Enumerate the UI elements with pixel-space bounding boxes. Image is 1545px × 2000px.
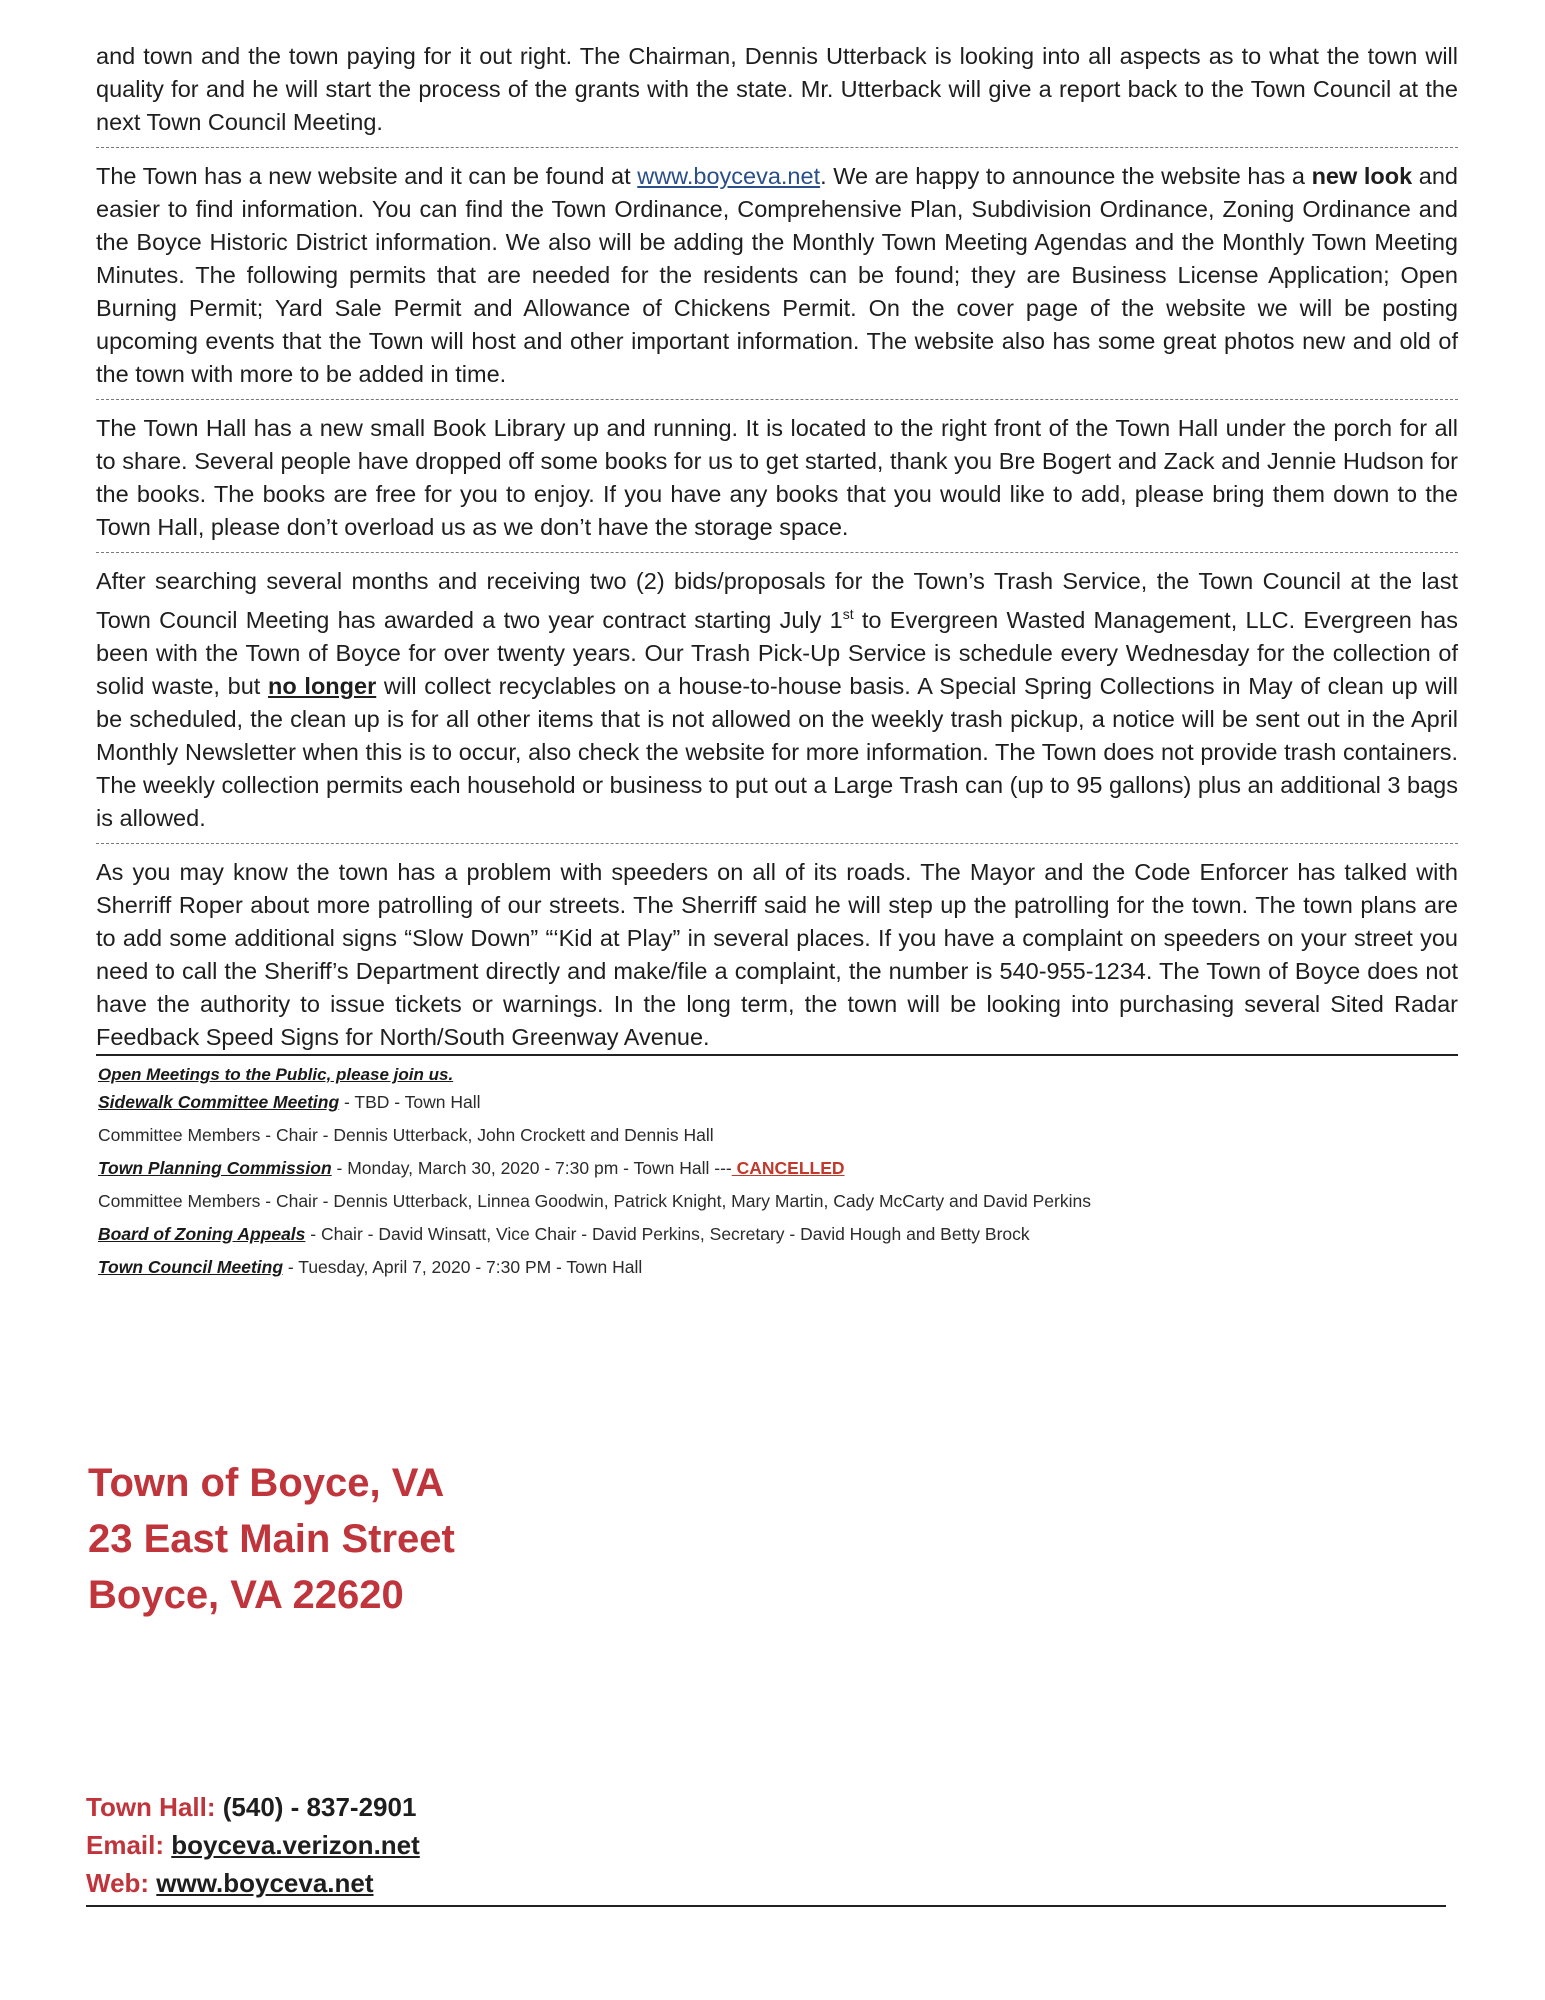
- website-paragraph: [96, 160, 1458, 391]
- website-text-c: and easier to find information. You can find the Town Ordinance, Comprehensive Plan, Subdivision Ordinance, Zoning Ordinance and the Boyce Historic District information. We also will be adding the Monthly Town Meeting Agendas and the Monthly Town Meeting Minutes. The following permits that are needed for the residents can be found; they are Business License Application; Open Burning Permit; Yard Sale Permit and Allowance of Chickens Permit. On the cover page of the website we will be posting upcoming events that the Town will host and other important information. The website also has some great photos new and old of the town with more to be added in time.: [96, 163, 1458, 387]
- council-details: - Tuesday, April 7, 2020 - 7:30 PM - Town Hall: [283, 1256, 643, 1277]
- cancelled-badge: CANCELLED: [731, 1157, 845, 1178]
- email-link[interactable]: boyceva.verizon.net: [171, 1830, 420, 1860]
- contact-block: [86, 1788, 420, 1902]
- website-text-b: . We are happy to announce the website has a: [820, 163, 1312, 189]
- phone-value: (540) - 837-2901: [222, 1792, 417, 1822]
- planning-members: Committee Members - Chair - Dennis Utterback, Linnea Goodwin, Patrick Knight, Mary Martin, Cady McCarty and David Perkins: [98, 1190, 1091, 1211]
- zoning-meeting: [98, 1218, 1458, 1251]
- meetings-list: [98, 1064, 1458, 1284]
- website-link[interactable]: www.boyceva.net: [637, 163, 821, 189]
- library-paragraph: The Town Hall has a new small Book Library up and running. It is located to the right front of the Town Hall under the porch for all to share. Several people have dropped off some books for us to get started, thank you Bre Bogert and Zack and Jennie Hudson for the books. The books are free for you to enjoy. If you have any books that you would like to add, please bring them down to the Town Hall, please don’t overload us as we don’t have the storage space.: [96, 415, 1458, 540]
- web-line: [86, 1864, 420, 1902]
- email-label: Email:: [86, 1830, 172, 1860]
- town-address: [88, 1455, 455, 1623]
- sidewalk-meeting: [98, 1086, 1458, 1119]
- ordinal-suffix: st: [842, 606, 854, 622]
- sidewalk-members: Committee Members - Chair - Dennis Utterback, John Crockett and Dennis Hall: [98, 1124, 714, 1145]
- phone-line: [86, 1788, 420, 1826]
- website-bold-text: new look: [1311, 163, 1413, 189]
- dashed-divider: [96, 843, 1458, 844]
- dashed-divider: [96, 147, 1458, 148]
- planning-meeting: [98, 1152, 1458, 1185]
- council-meeting: [98, 1251, 1458, 1284]
- section-rule: [96, 1054, 1458, 1056]
- sidewalk-details: - TBD - Town Hall: [339, 1091, 481, 1112]
- intro-paragraph: and town and the town paying for it out right. The Chairman, Dennis Utterback is looking into all aspects as to what the town will quality for and he will start the process of the grants with the state. Mr. Utterback will give a report back to the Town Council at the next Town Council Meeting.: [96, 43, 1458, 135]
- email-line: [86, 1826, 420, 1864]
- sidewalk-label: Sidewalk Committee Meeting: [98, 1091, 340, 1112]
- trash-bold-text: no longer: [268, 672, 377, 699]
- newsletter-page: [96, 40, 1458, 1284]
- zoning-details: - Chair - David Winsatt, Vice Chair - David Perkins, Secretary - David Hough and Betty Brock: [305, 1223, 1030, 1244]
- trash-text-b: to Evergreen Wasted Management, LLC. Evergreen has been with the Town of Boyce for over twenty years. Our Trash Pick-Up Service is schedule every Wednesday for the collection of solid waste, but: [96, 606, 1458, 699]
- council-label: Town Council Meeting: [98, 1256, 284, 1277]
- web-link[interactable]: www.boyceva.net: [156, 1868, 374, 1898]
- phone-label: Town Hall:: [86, 1792, 223, 1822]
- speeders-paragraph: As you may know the town has a problem with speeders on all of its roads. The Mayor and the Code Enforcer has talked with Sherriff Roper about more patrolling of our streets. The Sherriff said he will step up the patrolling for the town. The town plans are to add some additional signs “Slow Down” “‘Kid at Play” in several places. If you have a complaint on speeders on your street you need to call the Sheriff’s Department directly and make/file a complaint, the number is 540-955-1234. The Town of Boyce does not have the authority to issue tickets or warnings. In the long term, the town will be looking into purchasing several Sited Radar Feedback Speed Signs for North/South Greenway Avenue.: [96, 858, 1458, 1050]
- trash-paragraph: [96, 565, 1458, 835]
- trash-text-c: will collect recyclables on a house-to-house basis. A Special Spring Collections in May of clean up will be scheduled, the clean up is for all other items that is not allowed on the weekly trash pickup, a notice will be sent out in the April Monthly Newsletter when this is to occur, also check the website for more information. The Town does not provide trash containers. The weekly collection permits each household or business to put out a Large Trash can (up to 95 gallons) plus an additional 3 bags is allowed.: [96, 672, 1459, 831]
- website-text-a: The Town has a new website and it can be found at: [96, 163, 638, 189]
- address-line-2: 23 East Main Street: [88, 1517, 455, 1561]
- dashed-divider: [96, 552, 1458, 553]
- address-line-1: Town of Boyce, VA: [88, 1461, 445, 1505]
- planning-details: - Monday, March 30, 2020 - 7:30 pm - Town Hall ---: [331, 1157, 732, 1178]
- zoning-label: Board of Zoning Appeals: [98, 1223, 306, 1244]
- web-label: Web:: [86, 1868, 157, 1898]
- meetings-heading: Open Meetings to the Public, please join us.: [98, 1064, 454, 1084]
- trash-text-a: After searching several months and receiving two (2) bids/proposals for the Town’s Trash Service, the Town Council at the last Town Council Meeting has awarded a two year contract starting July 1: [96, 568, 1458, 633]
- address-line-3: Boyce, VA 22620: [88, 1573, 404, 1617]
- footer-rule: [86, 1905, 1446, 1907]
- planning-label: Town Planning Commission: [98, 1157, 332, 1178]
- dashed-divider: [96, 399, 1458, 400]
